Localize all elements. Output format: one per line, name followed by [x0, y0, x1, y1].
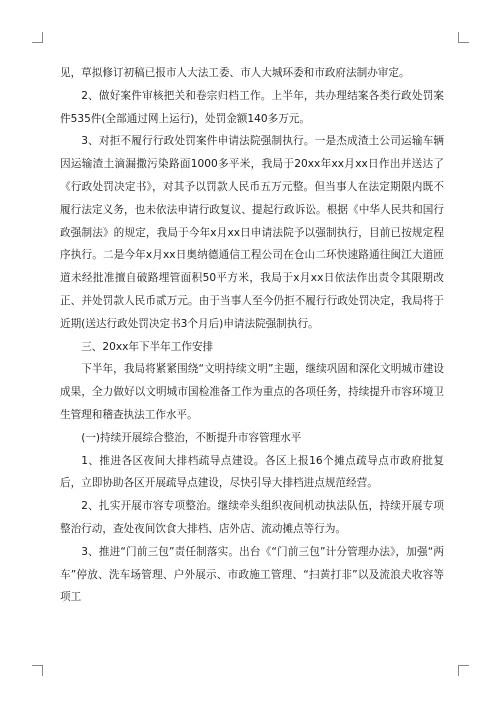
- paragraph-case-review: 2、做好案件审核把关和卷宗归档工作。上半年，共办理结案各类行政处罚案件535件(全部通过网上运行)，处罚金额140多万元。: [60, 89, 444, 125]
- paragraph-second-half-intro: 下半年，我局将紧紧围绕“文明持续文明”主题，继续巩固和深化文明城市建设成果，全力做好以文明城市国检准备工作为重点的各项任务，持续提升市容环境卫生管理和稽查执法工作水平。: [60, 363, 444, 421]
- subheading-comprehensive-remediation: (一)持续开展综合整治，不断提升市容管理水平: [81, 431, 302, 444]
- paragraph-three-guarantees: 3、推进“门前三包”责任制落实。出台《“门前三包”计分管理办法》，加强“两车”停放、洗车场管理、户外展示、市政施工管理、“扫黄打非”以及流浪犬收容等项工: [60, 545, 444, 604]
- paragraph-court-enforcement: 3、对拒不履行行政处罚案件申请法院强制执行。一是杰成渣土公司运输车辆因运输渣土滴漏撒污染路面1000多平米，我局于20xx年xx月xx日作出并送达了《行政处罚决定书》，对其予以罚款人民币五万元整。但当事人在法定期限内既不履行法定义务，也未依法申请行政复议、提起行政诉讼。根据《中华人民共和国行政强制法》的规定，我局于今年x月xx日申请法院予以强制执行，目前已按规定程序执行。二是今年x月xx日奥纳德通信工程公司在仓山二环快速路通往闽江大道匝道未经批准擅自破路埋管面积50平方米，我局于x月xx日依法作出责令其限期改正、并处罚款人民币贰万元。由于当事人至今仍拒不履行行政处罚决定，我局将于近期(送达行政处罚决定书3个月后)申请法院强制执行。: [60, 135, 444, 330]
- crop-mark-bottom-right: [458, 665, 469, 676]
- crop-mark-top-left: [32, 32, 43, 43]
- paragraph-special-remediation: 2、扎实开展市容专项整治。继续牵头组织夜间机动执法队伍，持续开展专项整治行动，查处夜间饮食大排档、店外店、流动摊点等行为。: [60, 500, 444, 535]
- section-heading-second-half-plan: 三、20xx年下半年工作安排: [81, 340, 214, 353]
- document-body: [60, 62, 444, 609]
- paragraph-continuation: 见，草拟修订初稿已报市人大法工委、市人大城环委和市政府法制办审定。: [60, 67, 410, 79]
- crop-mark-bottom-left: [32, 665, 43, 676]
- paragraph-night-stalls: 1、推进各区夜间大排档疏导点建设。各区上报16个摊点疏导点市政府批复后，立即协助各区开展疏导点建设，尽快引导大排档进点规范经营。: [60, 454, 444, 490]
- crop-mark-top-right: [458, 32, 469, 43]
